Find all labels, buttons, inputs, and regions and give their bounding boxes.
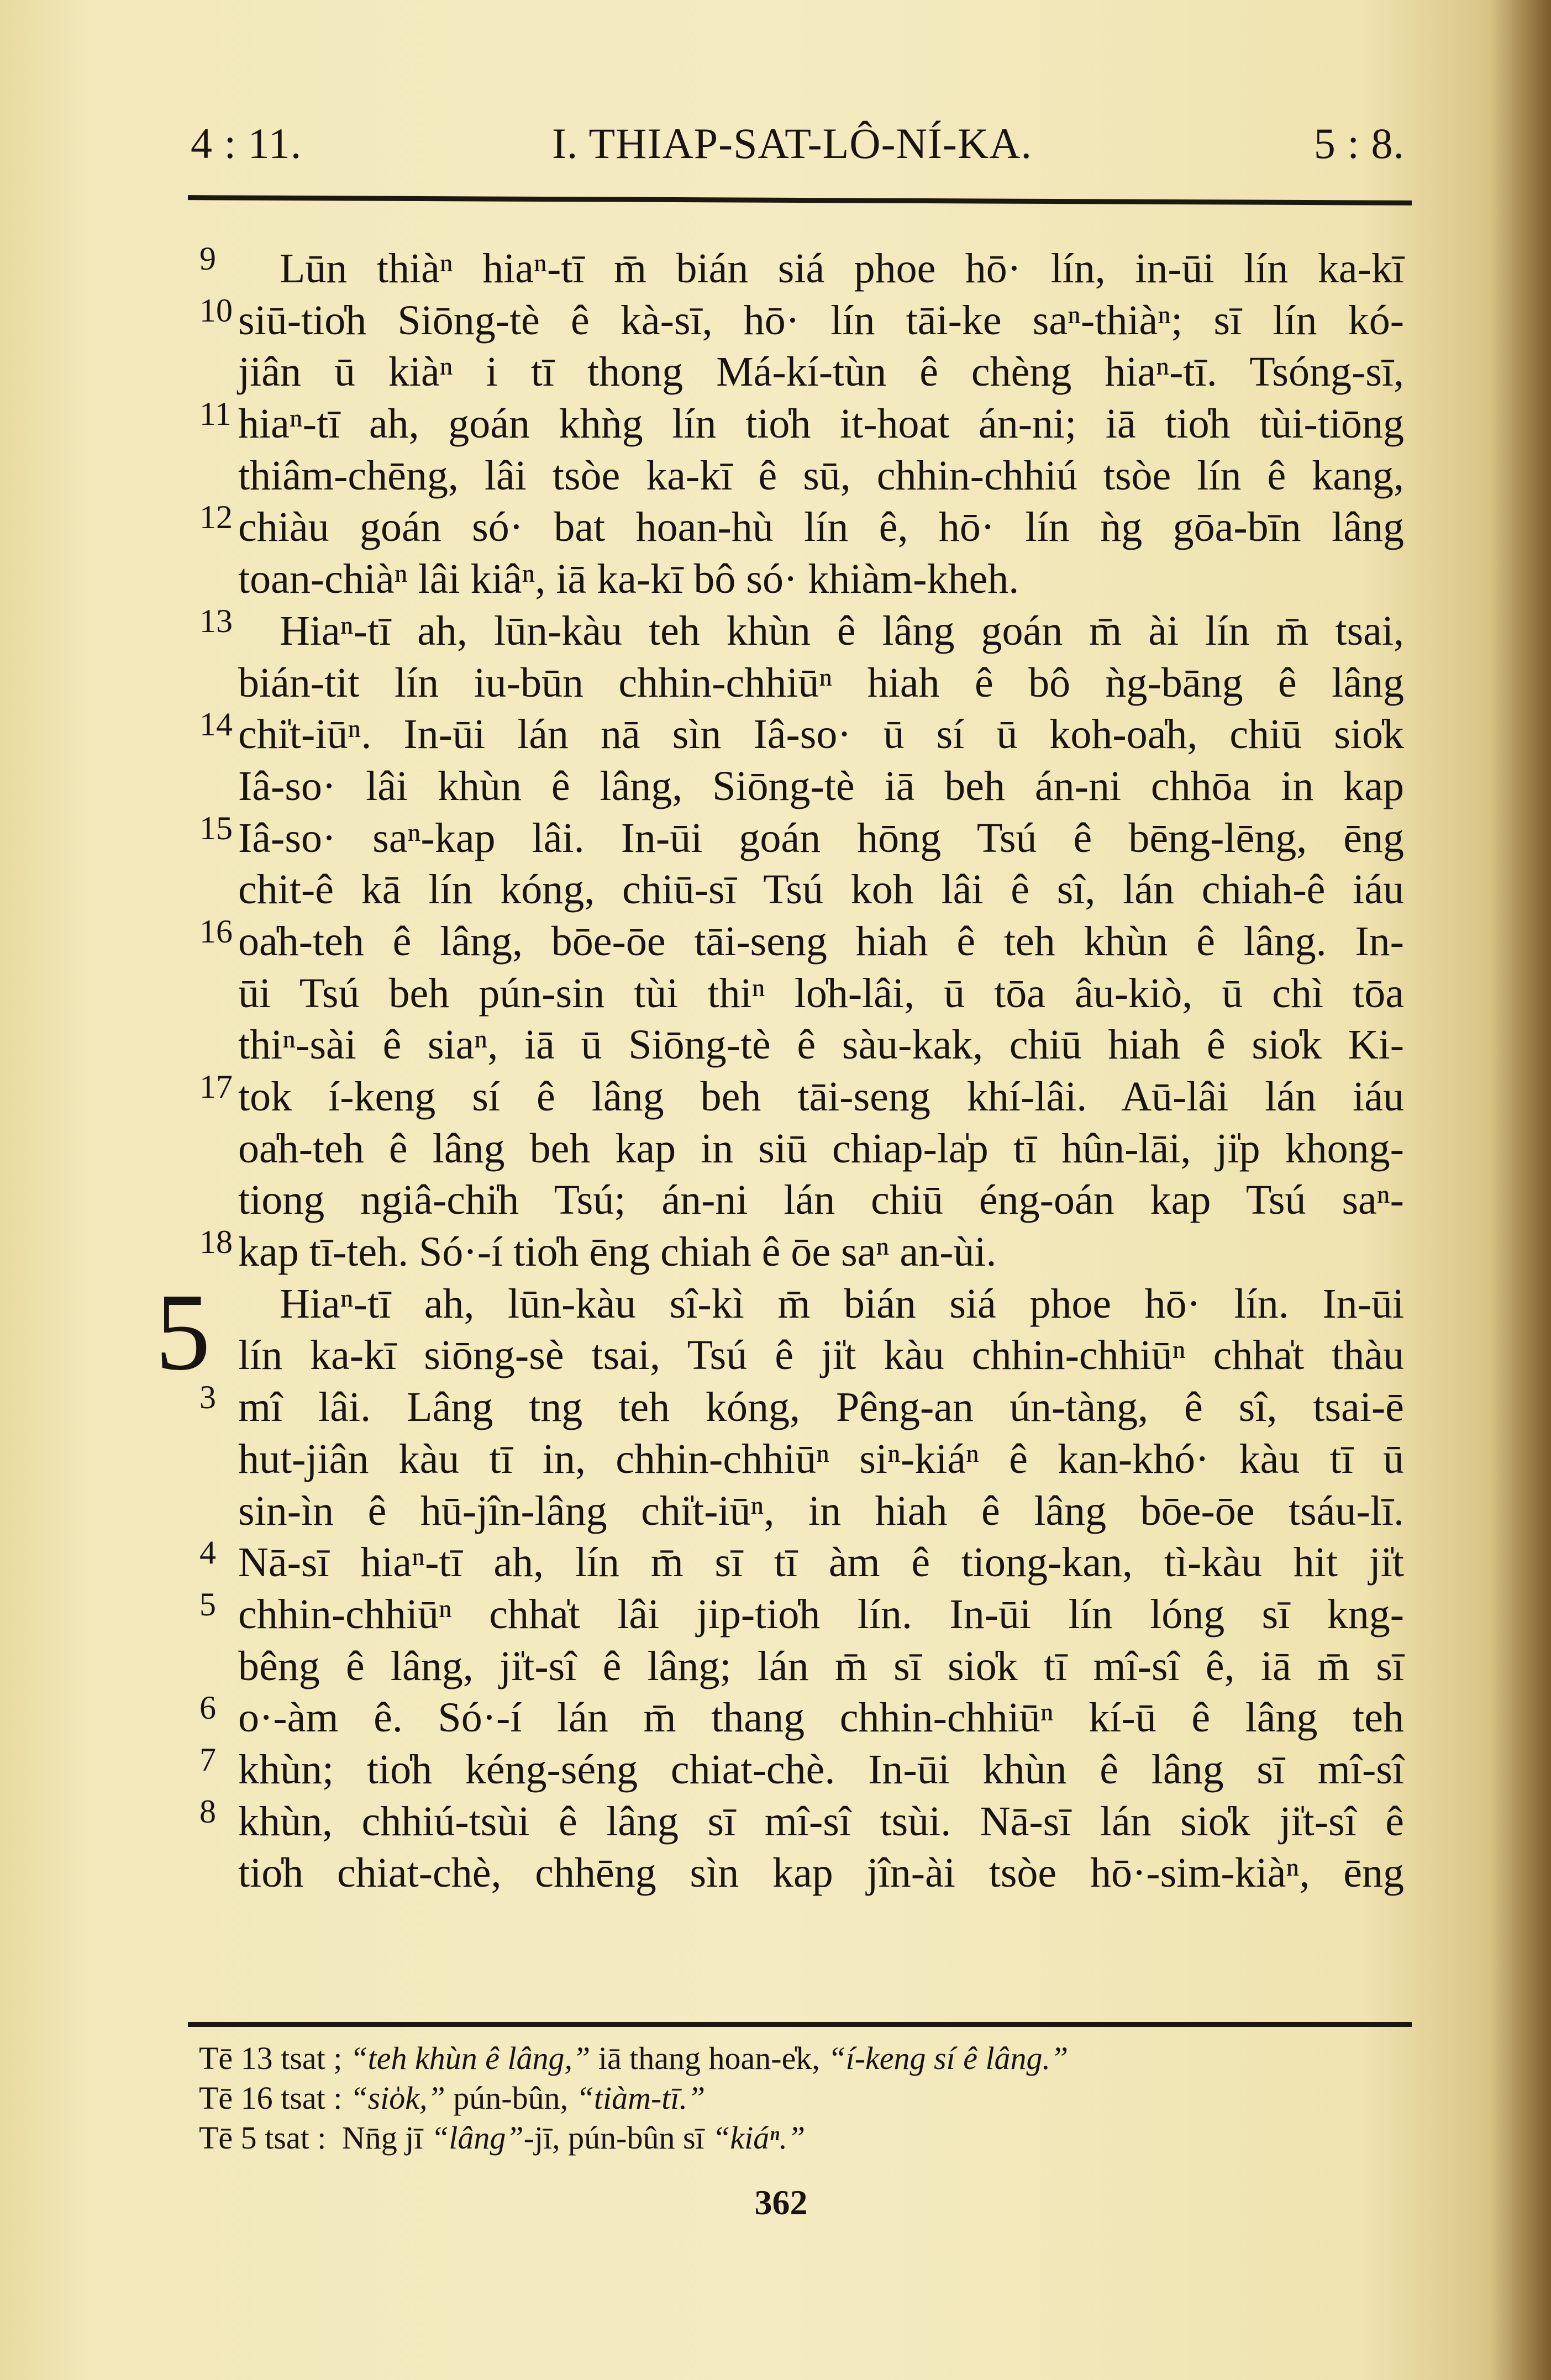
text-line <box>199 396 1404 450</box>
footnotes <box>199 2039 1415 2158</box>
line-text: hut-jiân kàu tī in, chhin-chhiūⁿ siⁿ-kiáⁿ ê kan-khó· kàu tī ū <box>238 1435 1404 1482</box>
text-line <box>238 554 1404 605</box>
line-text: Iâ-so· lâi khùn ê lâng, Siōng-tè iā beh án-ni chhōa in kap <box>238 762 1404 809</box>
line-text: chiàu goán só· bat hoan-hù lín ê, hō· lín ǹg gōa-bīn lâng <box>238 504 1404 551</box>
line-text: ūi Tsú beh pún-sin tùi thiⁿ lo̍h-lâi, ū tōa âu-kiò, ū chì tōa <box>238 970 1404 1017</box>
line-text: thiâm-chēng, lâi tsòe ka-kī ê sū, chhin-chhiú tsòe lín ê kang, <box>238 452 1404 499</box>
footnote-q1: “teh khùn ê lâng,” <box>350 2040 591 2076</box>
text-line <box>199 1586 1404 1641</box>
text-line <box>238 346 1404 398</box>
verse-number: 3 <box>199 1379 216 1416</box>
line-text: tio̍h chiat-chè, chhēng sìn kap jîn-ài tsòe hō·-sim-kiàⁿ, ēng <box>238 1850 1404 1897</box>
text-line <box>199 1534 1404 1589</box>
text-line <box>199 499 1404 554</box>
verse-number: 10 <box>199 292 233 329</box>
text-line <box>238 1019 1404 1071</box>
line-text: khùn; tio̍h kéng-séng chiat-chè. In-ūi khùn ê lâng sī mî-sî <box>238 1746 1404 1793</box>
text-line <box>238 450 1404 502</box>
text-line <box>199 913 1404 968</box>
page-number: 362 <box>754 2183 808 2222</box>
line-text: lín ka-kī siōng-sè tsai, Tsú ê ji̍t kàu chhin-chhiūⁿ chha̍t thàu <box>238 1332 1404 1379</box>
verse-number: 15 <box>199 809 233 846</box>
body-text <box>155 240 1404 1899</box>
footnote <box>199 2118 1415 2158</box>
verse-number: 11 <box>199 396 232 433</box>
footnote-q1: “sio̍k,” <box>350 2080 445 2116</box>
text-line <box>199 1068 1404 1123</box>
text-line <box>199 240 1404 295</box>
line-text: chit-ê kā lín kóng, chiū-sī Tsú koh lâi ê sî, lán chiah-ê iáu <box>238 866 1404 913</box>
footnote-q1: “lâng” <box>430 2120 524 2156</box>
line-text: toan-chiàⁿ lâi kiâⁿ, iā ka-kī bô só· khiàm-kheh. <box>238 556 1019 603</box>
text-line <box>238 1175 1404 1226</box>
text-line <box>199 1689 1404 1744</box>
header-chapter-end: 5 : 8. <box>1313 119 1405 167</box>
verse-number: 18 <box>199 1224 233 1261</box>
verse-number: 12 <box>199 499 233 536</box>
line-text: kap tī-teh. Só·-í tio̍h ēng chiah ê ōe saⁿ an-ùi. <box>238 1229 997 1276</box>
running-title: I. THIAP-SAT-LÔ-NÍ-KA. <box>551 119 1033 167</box>
chapter-number: 5 <box>155 1271 211 1393</box>
text-line <box>238 1847 1404 1899</box>
line-text: bêng ê lâng, ji̍t-sî ê lâng; lán m̄ sī sio̍k tī mî-sî ê, iā m̄ sī <box>238 1642 1404 1689</box>
line-text: bián-tit lín iu-būn chhin-chhiūⁿ hiah ê bô ǹg-bāng ê lâng <box>238 659 1404 706</box>
line-text: Hiaⁿ-tī ah, lūn-kàu teh khùn ê lâng goán m̄ ài lín m̄ tsai, <box>280 607 1404 654</box>
text-line <box>238 864 1404 916</box>
line-text: mî lâi. Lâng tng teh kóng, Pêng-an ún-tàng, ê sî, tsai-ē <box>238 1384 1404 1431</box>
text-line <box>199 809 1404 865</box>
footnote-rule <box>188 2022 1412 2027</box>
text-line <box>238 1123 1404 1175</box>
footnote-q2: “kiáⁿ.” <box>712 2120 806 2156</box>
line-text: oa̍h-teh ê lâng beh kap in siū chiap-la̍p tī hûn-lāi, ji̍p khong- <box>238 1125 1404 1172</box>
line-text: thiⁿ-sài ê siaⁿ, iā ū Siōng-tè ê sàu-kak, chiū hiah ê sio̍k Ki- <box>238 1021 1404 1068</box>
text-line <box>199 602 1404 657</box>
text-line <box>238 1641 1404 1693</box>
line-text: jiân ū kiàⁿ i tī thong Má-kí-tùn ê chèng hiaⁿ-tī. Tsóng-sī, <box>238 349 1404 396</box>
line-text: tiong ngiâ-chi̍h Tsú; án-ni lán chiū éng-oán kap Tsú saⁿ- <box>238 1177 1404 1224</box>
verse-number: 4 <box>199 1534 216 1571</box>
verse-number: 6 <box>199 1689 216 1726</box>
text-line <box>199 1379 1404 1434</box>
footnote-ref: Tē 13 tsat ; <box>199 2040 343 2076</box>
line-text: chhin-chhiūⁿ chha̍t lâi jip-tio̍h lín. In-ūi lín lóng sī kng- <box>238 1591 1404 1637</box>
header-rule <box>188 195 1412 206</box>
text-line <box>199 292 1404 347</box>
footnote-mid: pún-bûn, <box>445 2080 576 2116</box>
text-line <box>199 1741 1404 1796</box>
verse-number: 7 <box>199 1741 216 1778</box>
line-text: chi̍t-iūⁿ. In-ūi lán nā sìn Iâ-so· ū sí ū koh-oa̍h, chiū sio̍k <box>238 711 1404 758</box>
text-line <box>199 1793 1404 1848</box>
footnote <box>199 2078 1415 2118</box>
text-line <box>238 761 1404 813</box>
line-text: tok í-keng sí ê lâng beh tāi-seng khí-lâi. Aū-lâi lán iáu <box>238 1073 1404 1120</box>
footnote <box>199 2039 1415 2078</box>
text-line <box>199 1224 1404 1278</box>
line-text: Lūn thiàⁿ hiaⁿ-tī m̄ bián siá phoe hō· lín, in-ūi lín ka-kī <box>280 245 1404 292</box>
header-chapter-start: 4 : 11. <box>191 119 302 167</box>
line-text: Iâ-so· saⁿ-kap lâi. In-ūi goán hōng Tsú ê bēng-lēng, ēng <box>238 814 1404 861</box>
text-line <box>238 1330 1404 1382</box>
footnote-q2: “í-keng sí ê lâng.” <box>828 2040 1069 2076</box>
footnote-mid: -jī, pún-bûn sī <box>523 2120 713 2156</box>
verse-number: 16 <box>199 913 233 950</box>
text-line <box>238 1486 1404 1537</box>
footnote-ref: Tē 5 tsat : <box>199 2120 327 2156</box>
verse-number: 17 <box>199 1068 233 1105</box>
line-text: hiaⁿ-tī ah, goán khǹg lín tio̍h it-hoat án-ni; iā tio̍h tùi-tiōng <box>238 401 1404 447</box>
verse-number: 8 <box>199 1793 216 1830</box>
footnote-mid: iā thang hoan-e̍k, <box>590 2040 828 2076</box>
footnote-ref: Tē 16 tsat : <box>199 2080 343 2116</box>
line-text: o·-àm ê. Só·-í lán m̄ thang chhin-chhiūⁿ kí-ū ê lâng teh <box>238 1694 1404 1741</box>
line-text: khùn, chhiú-tsùi ê lâng sī mî-sî tsùi. Nā-sī lán sio̍k ji̍t-sî ê <box>238 1798 1404 1845</box>
text-line <box>238 657 1404 709</box>
footnote-pre: Nn̄g jī <box>334 2120 431 2156</box>
line-text: oa̍h-teh ê lâng, bōe-ōe tāi-seng hiah ê teh khùn ê lâng. In- <box>238 918 1404 965</box>
verse-number: 9 <box>199 240 216 277</box>
line-text: sin-ìn ê hū-jîn-lâng chi̍t-iūⁿ, in hiah ê lâng bōe-ōe tsáu-lī. <box>238 1487 1404 1534</box>
line-text: siū-tio̍h Siōng-tè ê kà-sī, hō· lín tāi-ke saⁿ-thiàⁿ; sī lín kó- <box>238 297 1404 344</box>
verse-number: 13 <box>199 602 233 639</box>
text-line <box>238 1434 1404 1486</box>
verse-number: 14 <box>199 706 233 743</box>
footnote-q2: “tiàm-tī.” <box>576 2080 706 2116</box>
text-line <box>199 706 1404 761</box>
text-line <box>238 968 1404 1020</box>
line-text: Hiaⁿ-tī ah, lūn-kàu sî-kì m̄ bián siá phoe hō· lín. In-ūi <box>280 1280 1404 1327</box>
verse-number: 5 <box>199 1586 216 1623</box>
line-text: Nā-sī hiaⁿ-tī ah, lín m̄ sī tī àm ê tiong-kan, tì-kàu hit ji̍t <box>238 1539 1404 1586</box>
